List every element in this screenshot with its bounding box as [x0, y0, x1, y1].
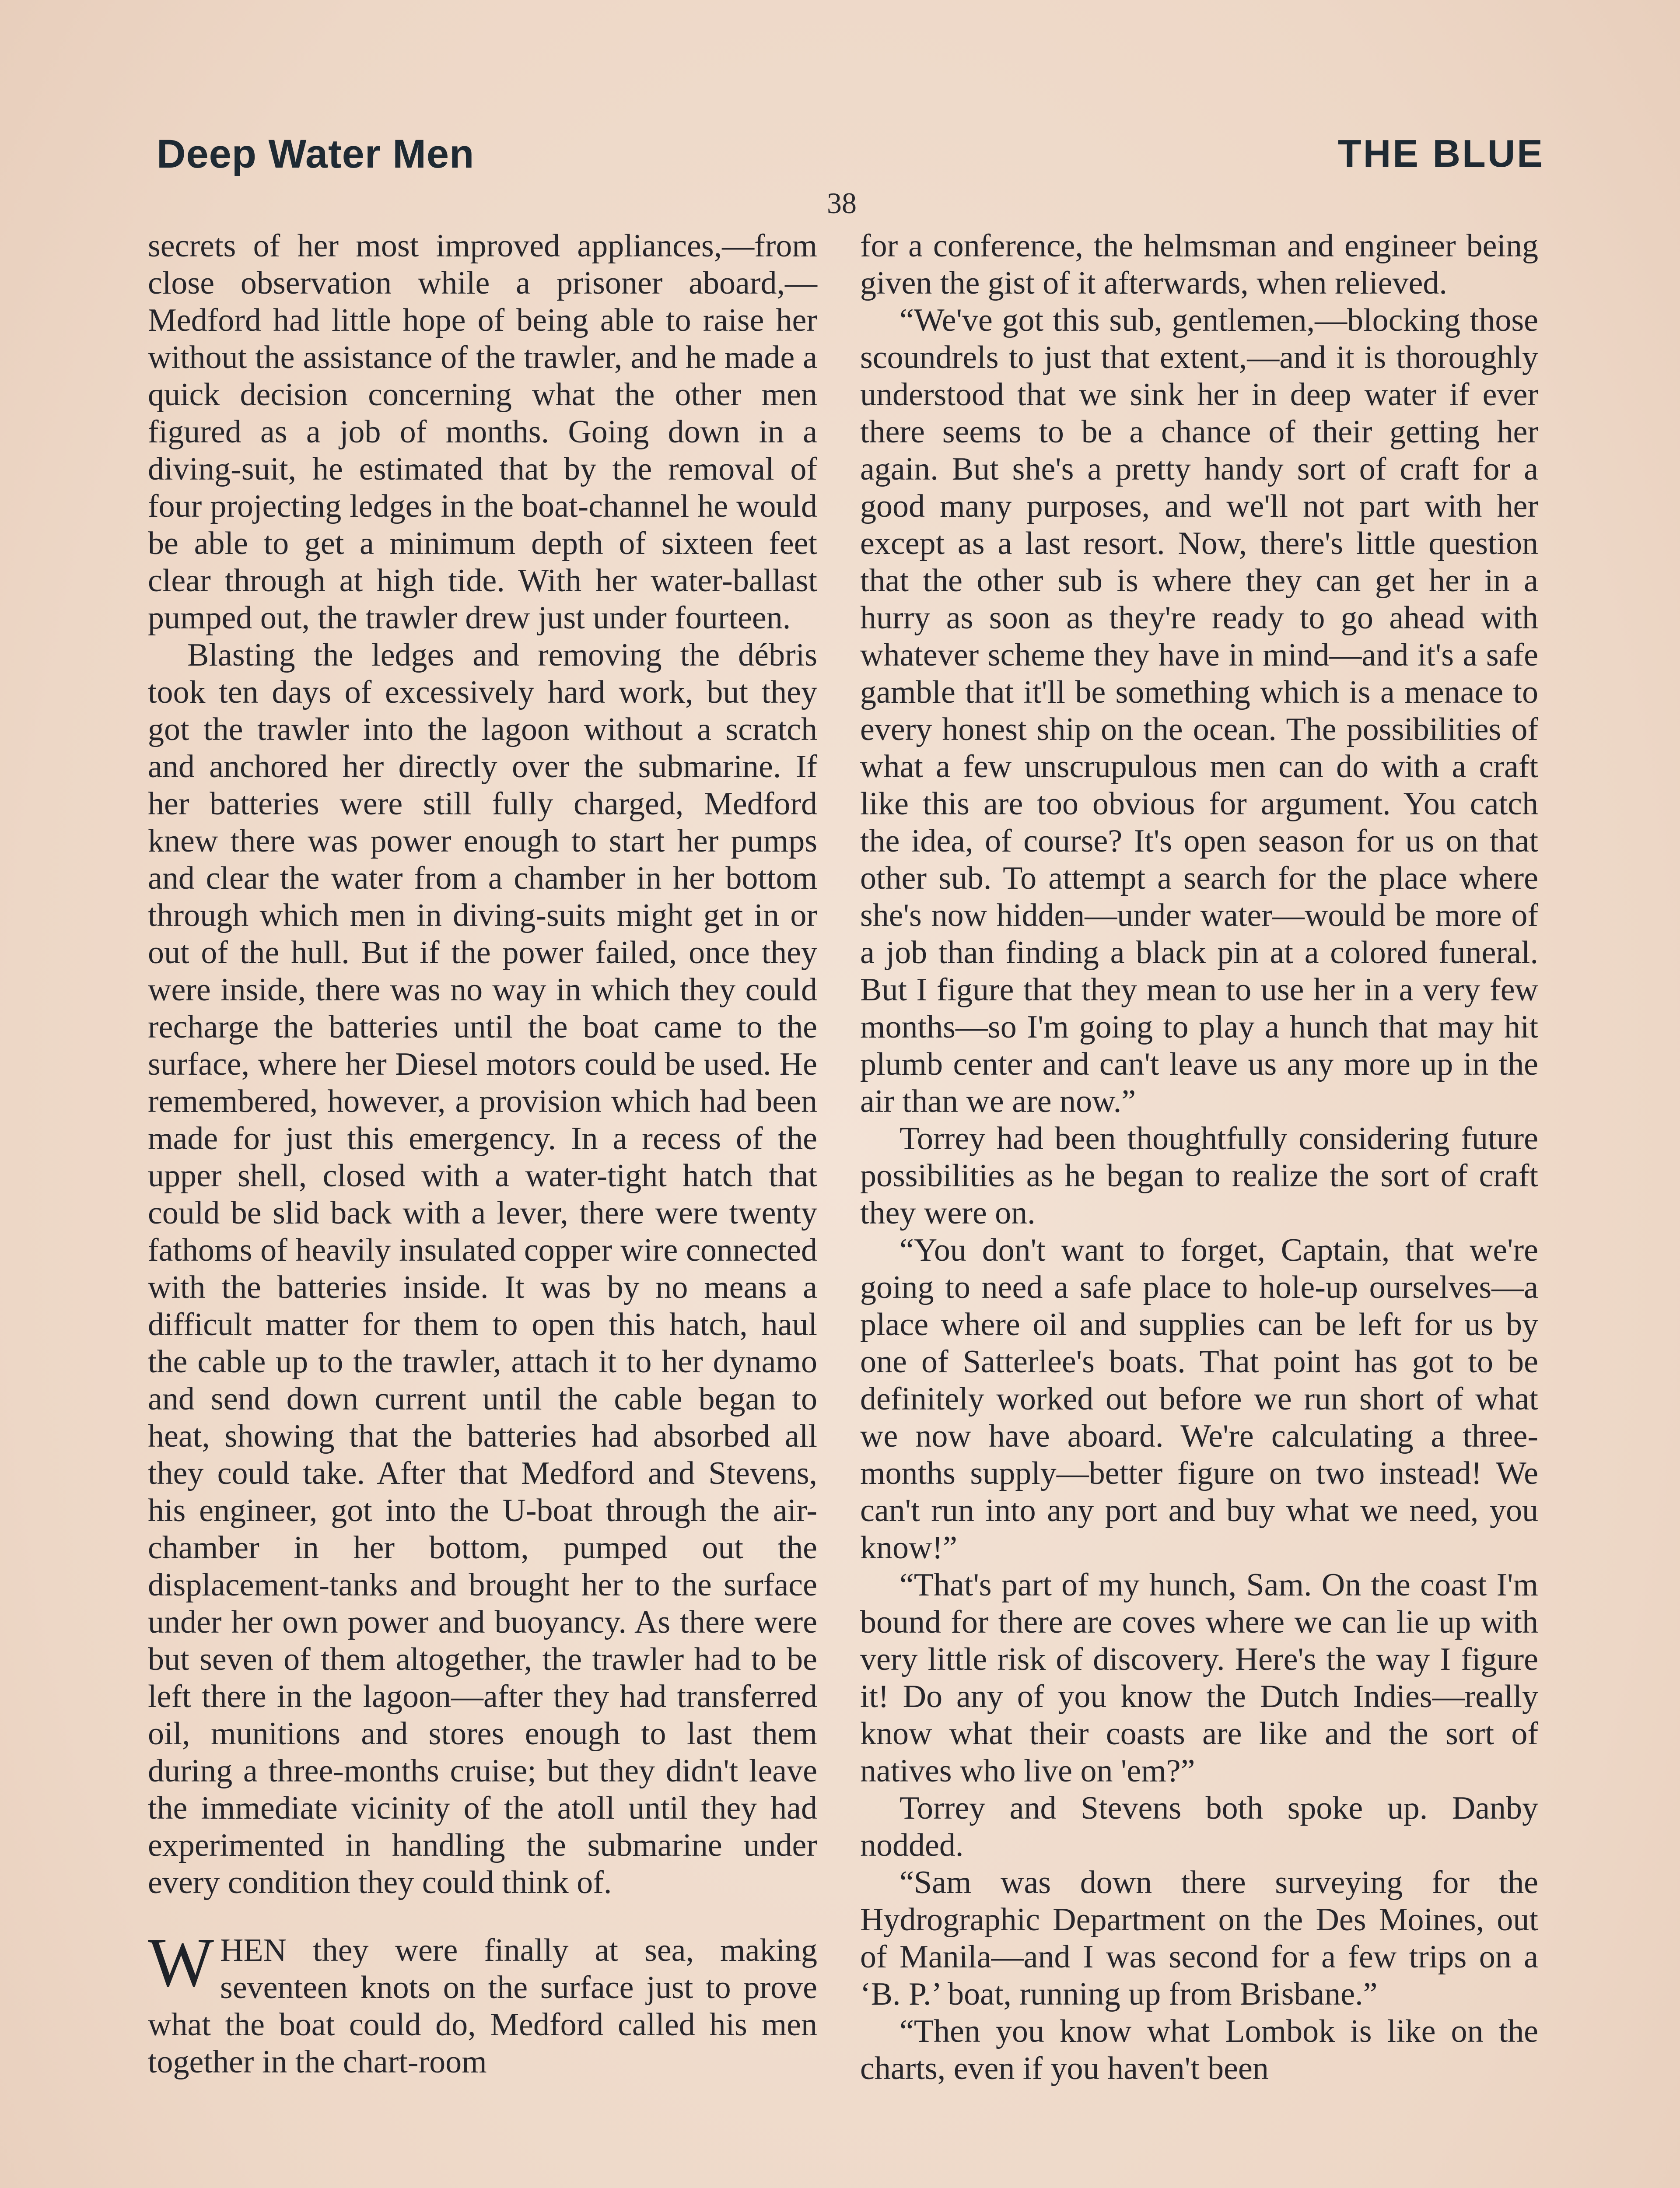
paragraph: for a conference, the helmsman and engineer being given the gist of it afterwards, when relieved. [860, 228, 1538, 301]
right-column [860, 228, 1538, 2087]
paragraph: “Sam was down there surveying for the Hydrographic Department on the Des Moines, out of Manila—and I was second for a few trips on a ‘B. P.’ boat, running up from Brisbane.” [860, 1865, 1538, 2012]
page-number: 38 [827, 186, 857, 220]
paragraph: Blasting the ledges and removing the débris took ten days of excessively hard work, but they got the trawler into the lagoon without a scratch and anchored her directly over the submarine. If her batteries were still fully charged, Medford knew there was power enough to start her pumps and clear the water from a chamber in her bottom through which men in diving-suits might get in or out of the hull. But if the power failed, once they were inside, there was no way in which they could recharge the batteries until the boat came to the surface, where her Diesel motors could be used. He remembered, however, a provision which had been made for just this emergency. In a recess of the upper shell, closed with a water-tight hatch that could be slid back with a lever, there were twenty fathoms of heavily insulated copper wire connected with the batteries inside. It was by no means a difficult matter for them to open this hatch, haul the cable up to the trawler, attach it to her dynamo and send down current until the cable began to heat, showing that the batteries had absorbed all they could take. After that Medford and Stevens, his engineer, got into the U-boat through the air-chamber in her bottom, pumped out the displacement-tanks and brought her to the surface under her own power and buoyancy. As there were but seven of them altogether, the trawler had to be left there in the lagoon—after they had transferred oil, munitions and stores enough to last them during a three-months cruise; but they didn't leave the immediate vicinity of the atoll until they had experimented in handling the submarine under every condition they could think of. [148, 637, 817, 1900]
drop-cap: W [148, 1923, 214, 2001]
running-head-title: Deep Water Men [157, 132, 475, 176]
paragraph: Torrey had been thoughtfully considering future possibilities as he began to realize the sort of craft they were on. [860, 1121, 1538, 1231]
running-head-magazine: THE BLUE [1338, 132, 1544, 175]
section-paragraph [148, 1923, 817, 2081]
paragraph: “We've got this sub, gentlemen,—blocking those scoundrels to just that extent,—and it is thoroughly understood that we sink her in deep water if ever there seems to be a chance of their getting her again. But she's a pretty handy sort of craft for a good many purposes, and we'll not part with her except as a last resort. Now, there's little question that the other sub is where they can get her in a hurry as soon as they're ready to go ahead with whatever scheme they have in mind—and it's a safe gamble that it'll be something which is a menace to every honest ship on the ocean. The possibilities of what a few unscrupulous men can do with a craft like this are too obvious for argument. You catch the idea, of course? It's open season for us on that other sub. To attempt a search for the place where she's now hidden—under water—would be more of a job than finding a black pin at a colored funeral. But I figure that they mean to use her in a very few months—so I'm going to play a hunch that may hit plumb center and can't leave us any more up in the air than we are now.” [860, 302, 1538, 1119]
section-text: HEN they were finally at sea, making seventeen knots on the surface just to prove what the boat could do, Medford called his men together in the chart-room [148, 1932, 817, 2080]
left-column [148, 228, 817, 2081]
paragraph: “Then you know what Lombok is like on the charts, even if you haven't been [860, 2013, 1538, 2086]
paragraph: “You don't want to forget, Captain, that we're going to need a safe place to hole-up ourselves—a place where oil and supplies can be left for us by one of Satterlee's boats. That point has got to be definitely worked out before we run short of what we now have aboard. We're calculating a three-months supply—better figure on two instead! We can't run into any port and buy what we need, you know!” [860, 1232, 1538, 1566]
paragraph: Torrey and Stevens both spoke up. Danby nodded. [860, 1790, 1538, 1863]
paragraph: “That's part of my hunch, Sam. On the coast I'm bound for there are coves where we can lie up with very little risk of discovery. Here's the way I figure it! Do any of you know the Dutch Indies—really know what their coasts are like and the sort of natives who live on 'em?” [860, 1567, 1538, 1789]
paragraph: secrets of her most improved appliances,—from close observation while a prisoner aboard,—Medford had little hope of being able to raise her without the assistance of the trawler, and he made a quick decision concerning what the other men figured as a job of months. Going down in a diving-suit, he estimated that by the removal of four projecting ledges in the boat-channel he would be able to get a minimum depth of sixteen feet clear through at high tide. With her water-ballast pumped out, the trawler drew just under fourteen. [148, 228, 817, 636]
